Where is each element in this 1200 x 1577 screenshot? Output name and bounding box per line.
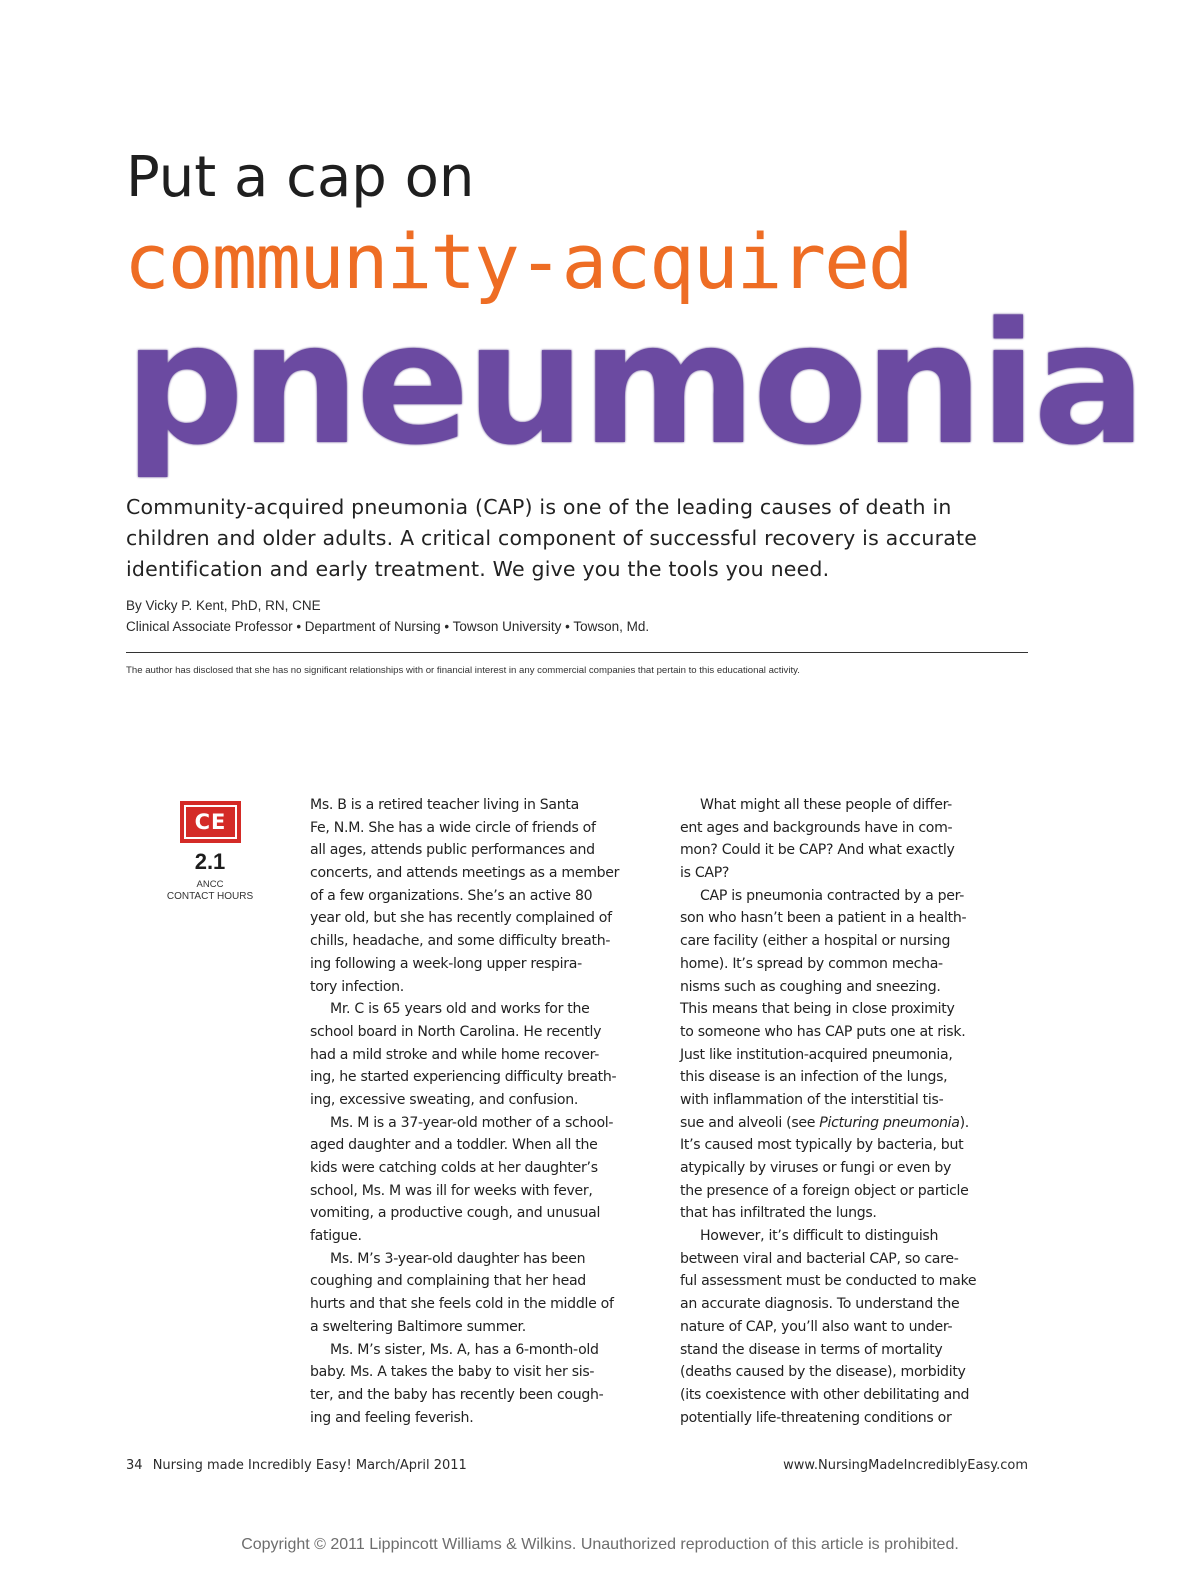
body-text-line — [310, 930, 660, 953]
body-text-line — [310, 1361, 660, 1384]
body-text-segment: Mr. C is 65 years old and works for the — [330, 1001, 590, 1018]
body-text-segment: ter, and the baby has recently been cough- — [310, 1386, 604, 1403]
body-text-line — [680, 885, 1030, 908]
body-text-segment: is CAP? — [680, 865, 730, 882]
body-text-segment: sue and alveoli (see — [680, 1114, 820, 1131]
body-text-segment: ). — [959, 1114, 969, 1131]
footer-left — [126, 1458, 467, 1473]
body-text-segment: Just like institution-acquired pneumonia, — [680, 1046, 953, 1063]
body-text-line — [310, 1066, 660, 1089]
body-text-line — [680, 1339, 1030, 1362]
body-text-segment: had a mild stroke and while home recover- — [310, 1046, 599, 1063]
body-text-segment: coughing and complaining that her head — [310, 1273, 586, 1290]
body-text-line — [680, 1066, 1030, 1089]
ce-badge — [180, 801, 241, 843]
body-text-segment: between viral and bacterial CAP, so care- — [680, 1250, 959, 1267]
body-text-segment: school board in North Carolina. He recently — [310, 1023, 602, 1040]
journal-name: Nursing made Incredibly Easy! — [152, 1458, 352, 1473]
body-text-line — [680, 1202, 1030, 1225]
body-text-segment: (deaths caused by the disease), morbidity — [680, 1364, 966, 1381]
body-text-segment: stand the disease in terms of mortality — [680, 1341, 943, 1358]
body-text-segment: ful assessment must be conducted to make — [680, 1273, 977, 1290]
body-text-line — [310, 1270, 660, 1293]
journal-issue: March/April 2011 — [355, 1458, 467, 1473]
body-text-segment: (its coexistence with other debilitating and — [680, 1386, 970, 1403]
body-text-line — [680, 976, 1030, 999]
body-text-line — [680, 1384, 1030, 1407]
sidebar-reference: Picturing pneumonia — [819, 1114, 960, 1131]
body-text-line — [680, 1089, 1030, 1112]
body-text-segment: concerts, and attends meetings as a member — [310, 865, 620, 882]
body-text-segment: Fe, N.M. She has a wide circle of friends of — [310, 819, 596, 836]
body-text-line — [310, 1112, 660, 1135]
journal-website: www.NursingMadeIncrediblyEasy.com — [783, 1458, 1028, 1473]
body-text-line — [310, 1339, 660, 1362]
body-text-line — [310, 976, 660, 999]
body-text-line — [310, 817, 660, 840]
body-text-segment: potentially life-threatening conditions or — [680, 1409, 952, 1426]
body-text-line — [310, 794, 660, 817]
body-text-line — [310, 1044, 660, 1067]
title-line-1: Put a cap on — [126, 145, 475, 210]
body-text-segment: Ms. M’s sister, Ms. A, has a 6-month-old — [330, 1341, 599, 1358]
body-text-line — [680, 817, 1030, 840]
ce-contact-hours-unit: CONTACT HOURS — [166, 891, 254, 902]
author-byline: By Vicky P. Kent, PhD, RN, CNE — [126, 598, 321, 613]
body-text-segment: mon? Could it be CAP? And what exactly — [680, 842, 955, 859]
body-text-segment: home). It’s spread by common mecha- — [680, 955, 943, 972]
body-text-segment: aged daughter and a toddler. When all the — [310, 1137, 598, 1154]
body-text-segment: that has infiltrated the lungs. — [680, 1205, 877, 1222]
body-text-line — [680, 1293, 1030, 1316]
body-text-segment: school, Ms. M was ill for weeks with fever, — [310, 1182, 593, 1199]
body-text-line — [680, 1316, 1030, 1339]
body-text-line — [680, 1270, 1030, 1293]
body-text-line — [680, 998, 1030, 1021]
body-text-line — [680, 953, 1030, 976]
body-text-line — [680, 1044, 1030, 1067]
body-text-segment: atypically by viruses or fungi or even by — [680, 1160, 952, 1176]
body-text-segment: chills, headache, and some difficulty breath- — [310, 933, 611, 950]
body-text-line — [680, 1021, 1030, 1044]
body-text-segment: nisms such as coughing and sneezing. — [680, 978, 941, 995]
body-text-line — [310, 1202, 660, 1225]
body-text-line — [680, 1134, 1030, 1157]
body-text-line — [310, 1384, 660, 1407]
body-text-line — [310, 953, 660, 976]
body-text-line — [680, 1407, 1030, 1430]
ce-contact-hours-value: 2.1 — [194, 849, 226, 874]
copyright-notice: Copyright © 2011 Lippincott Williams & Wilkins. Unauthorized reproduction of this article is prohibited. — [241, 1536, 959, 1553]
body-text-line — [310, 1180, 660, 1203]
page-number: 34 — [126, 1458, 143, 1473]
disclosure-statement: The author has disclosed that she has no significant relationships with or financial interest in any commercial companies that pertain to this educational activity. — [126, 665, 800, 676]
body-text-line — [310, 1407, 660, 1430]
body-text-segment: Ms. B is a retired teacher living in Santa — [310, 797, 579, 813]
body-text-line — [310, 1021, 660, 1044]
body-column-1 — [310, 794, 660, 1429]
body-text-segment: What might all these people of differ- — [700, 797, 952, 813]
body-text-segment: ent ages and backgrounds have in com- — [680, 819, 953, 836]
body-column-2 — [680, 794, 1030, 1429]
body-text-line — [680, 794, 1030, 817]
body-text-segment: son who hasn’t been a patient in a health- — [680, 910, 967, 927]
body-text-segment: Ms. M’s 3-year-old daughter has been — [330, 1250, 586, 1267]
body-text-segment: ing following a week-long upper respira- — [310, 955, 582, 972]
body-text-segment: with inflammation of the interstitial tis- — [680, 1091, 944, 1108]
body-text-line — [680, 1112, 1030, 1135]
body-text-line — [310, 1157, 660, 1180]
author-affiliation: Clinical Associate Professor • Department of Nursing • Towson University • Towson, Md. — [126, 619, 650, 634]
body-text-segment: of a few organizations. She’s an active 80 — [310, 887, 593, 904]
body-text-segment: a sweltering Baltimore summer. — [310, 1318, 526, 1335]
body-text-segment: nature of CAP, you’ll also want to under- — [680, 1318, 953, 1335]
body-text-line — [310, 1248, 660, 1271]
title-line-3: pneumonia — [124, 286, 1143, 482]
body-text-line — [680, 1225, 1030, 1248]
body-text-segment: This means that being in close proximity — [680, 1001, 955, 1018]
body-text-line — [680, 1157, 1030, 1180]
article-deck: Community-acquired pneumonia (CAP) is one of the leading causes of death in children and older adults. A critical component of successful recovery is accurate identification and early treatment. We give you the tools you need. — [126, 495, 978, 581]
body-text-line — [680, 1248, 1030, 1271]
body-text-segment: care facility (either a hospital or nursing — [680, 933, 951, 950]
body-text-line — [680, 907, 1030, 930]
body-text-line — [680, 1180, 1030, 1203]
body-text-segment: tory infection. — [310, 978, 404, 995]
body-text-line — [310, 885, 660, 908]
body-text-line — [680, 1361, 1030, 1384]
body-text-line — [310, 1293, 660, 1316]
body-text-segment: all ages, attends public performances and — [310, 842, 595, 859]
body-text-segment: Ms. M is a 37-year-old mother of a school- — [330, 1114, 614, 1131]
body-text-segment: an accurate diagnosis. To understand the — [680, 1296, 960, 1313]
body-text-segment: this disease is an infection of the lungs, — [680, 1069, 948, 1086]
divider-rule — [126, 652, 1028, 653]
body-text-line — [680, 930, 1030, 953]
body-text-segment: kids were catching colds at her daughter’s — [310, 1160, 598, 1176]
ce-provider: ANCC — [196, 879, 224, 890]
body-text-segment: ing and feeling feverish. — [310, 1409, 474, 1426]
body-text-line — [310, 998, 660, 1021]
body-text-segment: ing, excessive sweating, and confusion. — [310, 1091, 579, 1108]
body-text-line — [310, 1316, 660, 1339]
ce-badge-label: CE — [184, 805, 237, 839]
body-text-line — [310, 862, 660, 885]
body-text-line — [310, 839, 660, 862]
body-text-segment: the presence of a foreign object or particle — [680, 1182, 969, 1199]
body-text-segment: to someone who has CAP puts one at risk. — [680, 1023, 966, 1040]
body-text-segment: hurts and that she feels cold in the middle of — [310, 1296, 614, 1313]
body-text-line — [310, 1225, 660, 1248]
title-line-2: community-acquired — [124, 217, 912, 306]
body-text-line — [310, 1089, 660, 1112]
body-text-segment: However, it’s difficult to distinguish — [700, 1228, 939, 1245]
body-text-segment: It’s caused most typically by bacteria, but — [680, 1137, 964, 1154]
body-text-line — [310, 907, 660, 930]
body-text-line — [680, 862, 1030, 885]
body-text-segment: ing, he started experiencing difficulty breath- — [310, 1069, 617, 1086]
body-text-segment: year old, but she has recently complained of — [310, 910, 612, 927]
body-text-line — [680, 839, 1030, 862]
body-text-segment: baby. Ms. A takes the baby to visit her sis- — [310, 1364, 595, 1381]
body-text-segment: fatigue. — [310, 1228, 362, 1245]
body-text-segment: vomiting, a productive cough, and unusual — [310, 1205, 601, 1222]
body-text-segment: CAP is pneumonia contracted by a per- — [700, 887, 965, 904]
body-text-line — [310, 1134, 660, 1157]
